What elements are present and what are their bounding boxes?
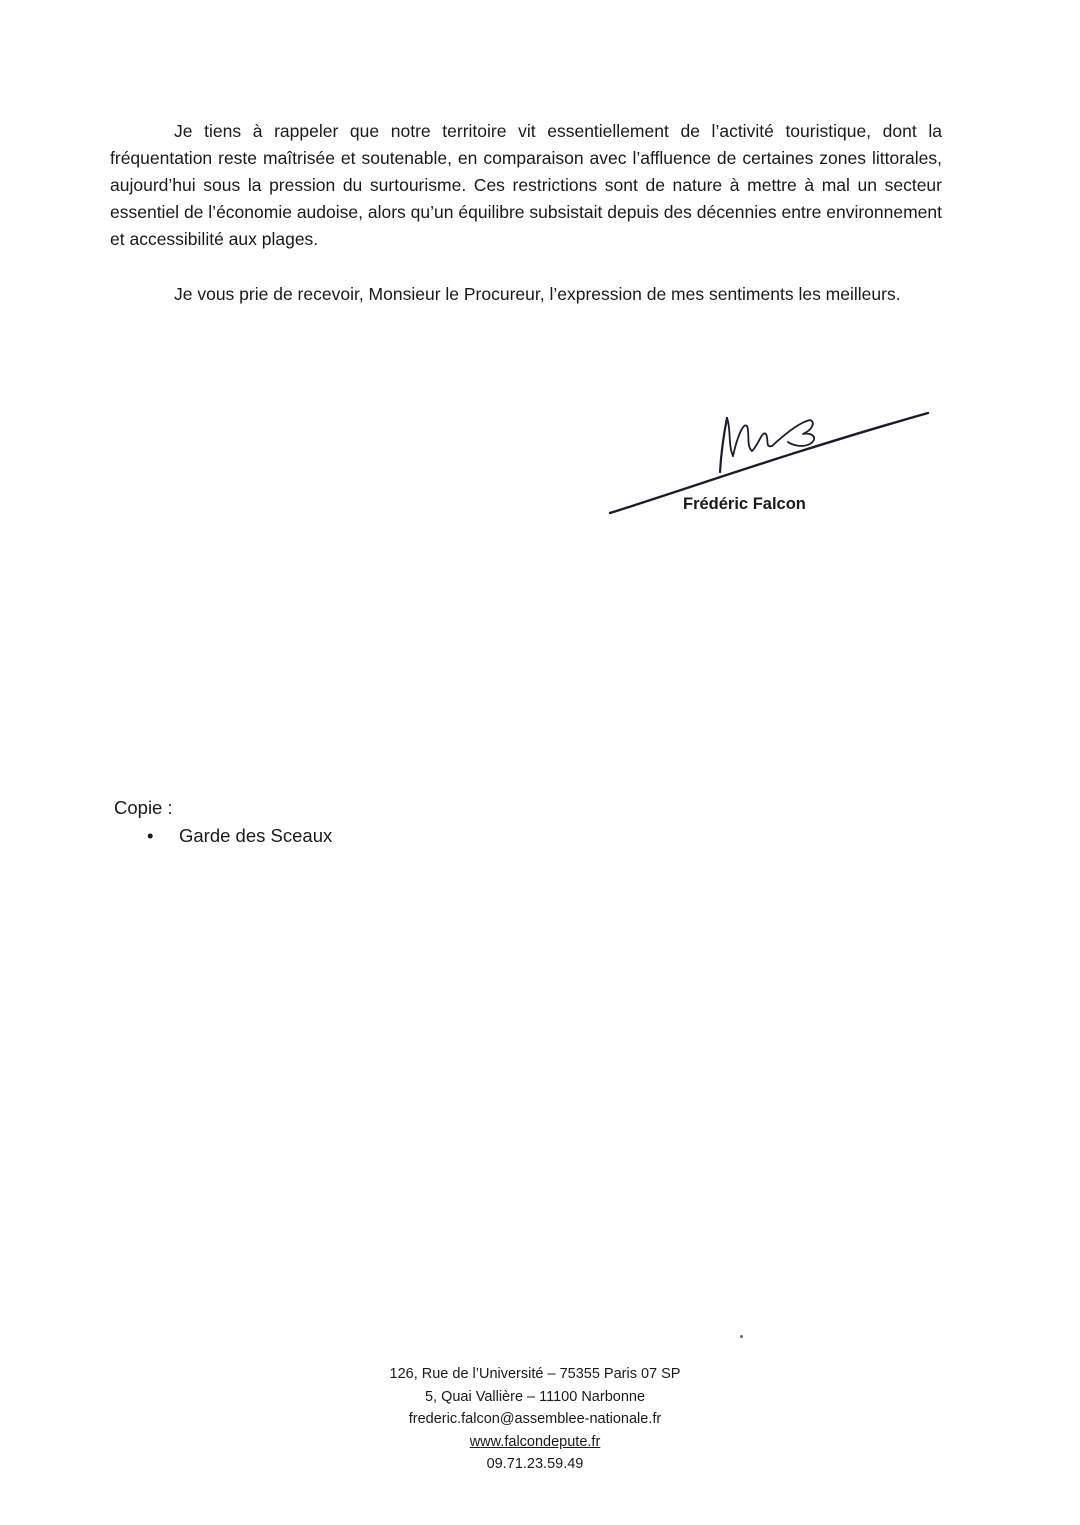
- footer-address-paris: 126, Rue de l’Université – 75355 Paris 07 SP: [389, 1366, 681, 1382]
- copy-recipient-item: [114, 822, 332, 850]
- letter-paragraph-closing: [110, 281, 942, 308]
- footer-email: frederic.falcon@assemblee-nationale.fr: [408, 1411, 662, 1427]
- copy-recipient-name: Garde des Sceaux: [179, 825, 333, 846]
- signature-block: [600, 400, 940, 530]
- paragraph-text: Je vous prie de recevoir, Monsieur le Procureur, l’expression de mes sentiments les meilleurs.: [174, 284, 901, 304]
- scan-speck: [740, 1335, 743, 1338]
- paragraph-text: Je tiens à rappeler que notre territoire vit essentiellement de l’activité touristique, dont la fréquentation reste maîtrisée et soutenable, en comparaison avec l’affluence de certaines zones littorales, aujourd’hui sous la pression du surtourisme. Ces restrictions sont de nature à mettre à mal un secteur essentiel de l’économie audoise, alors qu’un équilibre subsistait depuis des décennies entre environnement et accessibilité aux plages.: [110, 121, 942, 249]
- letter-footer: [0, 1363, 1070, 1476]
- signer-name: Frédéric Falcon: [683, 495, 806, 513]
- letter-paragraph-tourism: [110, 118, 942, 253]
- footer-phone: 09.71.23.59.49: [486, 1456, 584, 1472]
- copy-recipient-list: [114, 822, 332, 850]
- copy-label: Copie :: [114, 797, 173, 818]
- bullet-icon: •: [147, 825, 154, 846]
- footer-website-link[interactable]: www.falcondepute.fr: [469, 1433, 601, 1450]
- copy-section: [114, 794, 332, 850]
- footer-address-narbonne: 5, Quai Vallière – 11100 Narbonne: [424, 1388, 646, 1405]
